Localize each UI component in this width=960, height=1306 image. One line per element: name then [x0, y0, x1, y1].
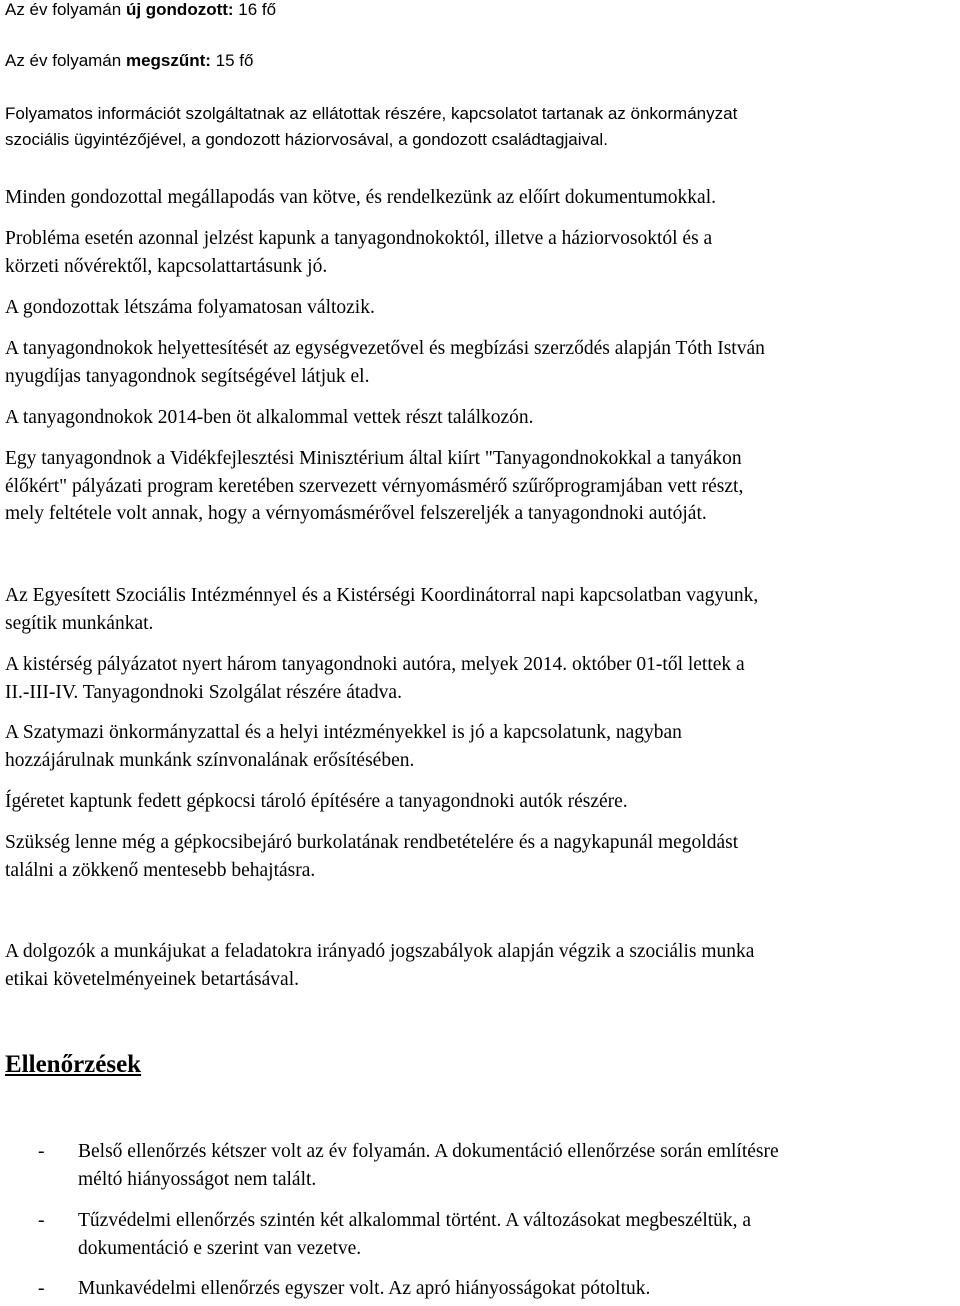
list-dash: -: [38, 1278, 45, 1299]
paragraph-headcount: [5, 294, 960, 322]
paragraph-screening-program: [5, 445, 960, 528]
ended-clients-line: [5, 48, 960, 74]
paragraph-line: mely feltétele volt annak, hogy a vérnyomásmérővel felszereljék a tanyagondnoki autóját.: [5, 503, 707, 524]
paragraph-line: Probléma esetén azonnal jelzést kapunk a tanyagondnokoktól, illetve a háziorvosoktól és a: [5, 228, 713, 249]
paragraph-line: A dolgozók a munkájukat a feladatokra irányadó jogszabályok alapján végzik a szociális munka: [5, 941, 755, 962]
list-item-text: [78, 1275, 650, 1303]
list-item-line: méltó hiányosságot nem talált.: [78, 1169, 317, 1190]
paragraph-line: A tanyagondnokok 2014-ben öt alkalommal vettek részt találkozón.: [5, 407, 534, 428]
paragraph-line: Folyamatos információt szolgáltatnak az ellátottak részére, kapcsolatot tartanak az önkormányzat: [5, 104, 738, 123]
list-item-text: [78, 1207, 751, 1263]
paragraph-line: A gondozottak létszáma folyamatosan változik.: [5, 297, 375, 318]
paragraph-line: segítik munkánkat.: [5, 612, 154, 634]
paragraph-agreement: [5, 184, 960, 212]
paragraph-problem-reporting: [5, 225, 960, 280]
paragraph-ethics: [5, 938, 960, 993]
paragraph-driveway: [5, 829, 960, 884]
paragraph-line: A kistérség pályázatot nyert három tanyagondnoki autóra, melyek 2014. október 01-től lettek a: [5, 654, 745, 675]
paragraph-line: nyugdíjas tanyagondnok segítségével látjuk el.: [5, 365, 370, 387]
paragraph-line: élőkért" pályázati program keretében szervezett vérnyomásmérő szűrőprogramjában vett részt,: [5, 475, 744, 497]
list-dash: -: [38, 1210, 45, 1231]
paragraph-line: Egy tanyagondnok a Vidékfejlesztési Minisztérium által kiírt "Tanyagondnokokkal a tanyákon: [5, 448, 742, 469]
new-clients-line: [5, 0, 960, 23]
paragraph-cooperation: [5, 582, 960, 637]
paragraph-line: Minden gondozottal megállapodás van kötve, és rendelkezünk az előírt dokumentumokkal.: [5, 187, 717, 208]
paragraph-substitution: [5, 335, 960, 390]
list-item-line: Tűzvédelmi ellenőrzés szintén két alkalommal történt. A változásokat megbeszéltük, a: [78, 1210, 752, 1231]
paragraph-line: Ígéretet kaptunk fedett gépkocsi tároló építésére a tanyagondnoki autók részére.: [5, 791, 628, 812]
new-clients-prefix: Az év folyamán: [5, 0, 126, 19]
paragraph-cars: [5, 651, 960, 706]
paragraph-line: körzeti nővérektől, kapcsolattartásunk jó.: [5, 255, 328, 277]
ended-clients-label: megszűnt:: [125, 51, 211, 70]
paragraph-line: etikai követelményeinek betartásával.: [5, 968, 299, 990]
paragraph-information: [5, 101, 960, 153]
ended-clients-value: 15 fő: [210, 51, 254, 70]
paragraph-line: hozzájárulnak munkánk színvonalának erősítésében.: [5, 749, 415, 771]
paragraph-line: találni a zökkenő mentesebb behajtásra.: [5, 859, 316, 881]
list-item-line: Munkavédelmi ellenőrzés egyszer volt. Az apró hiányosságokat pótoltuk.: [78, 1278, 651, 1299]
new-clients-value: 16 fő: [233, 0, 277, 19]
paragraph-line: A tanyagondnokok helyettesítését az egységvezetővel és megbízási szerződés alapján Tóth István: [5, 338, 765, 359]
list-dash: -: [38, 1141, 45, 1162]
paragraph-line: A Szatymazi önkormányzattal és a helyi intézményekkel is jó a kapcsolatunk, nagyban: [5, 722, 682, 743]
paragraph-meetings: [5, 404, 960, 432]
section-heading-inspections: Ellenőrzések: [5, 1051, 142, 1078]
list-item-line: dokumentáció e szerint van vezetve.: [78, 1238, 362, 1259]
paragraph-municipality: [5, 719, 960, 774]
paragraph-line: szociális ügyintézőjével, a gondozott háziorvosával, a gondozott családtagjaival.: [5, 130, 608, 149]
paragraph-line: Az Egyesített Szociális Intézménnyel és a Kistérségi Koordinátorral napi kapcsolatban vagyunk,: [5, 585, 759, 606]
paragraph-line: II.-III-IV. Tanyagondnoki Szolgálat részére átadva.: [5, 681, 402, 703]
ended-clients-prefix: Az év folyamán: [5, 51, 126, 70]
list-item-text: [78, 1138, 779, 1194]
list-item-line: Belső ellenőrzés kétszer volt az év folyamán. A dokumentáció ellenőrzése során említésre: [78, 1141, 779, 1162]
new-clients-label: új gondozott:: [125, 0, 234, 19]
paragraph-line: Szükség lenne még a gépkocsibejáró burkolatának rendbetételére és a nagykapunál megoldást: [5, 832, 739, 853]
paragraph-garage-promise: [5, 788, 960, 816]
